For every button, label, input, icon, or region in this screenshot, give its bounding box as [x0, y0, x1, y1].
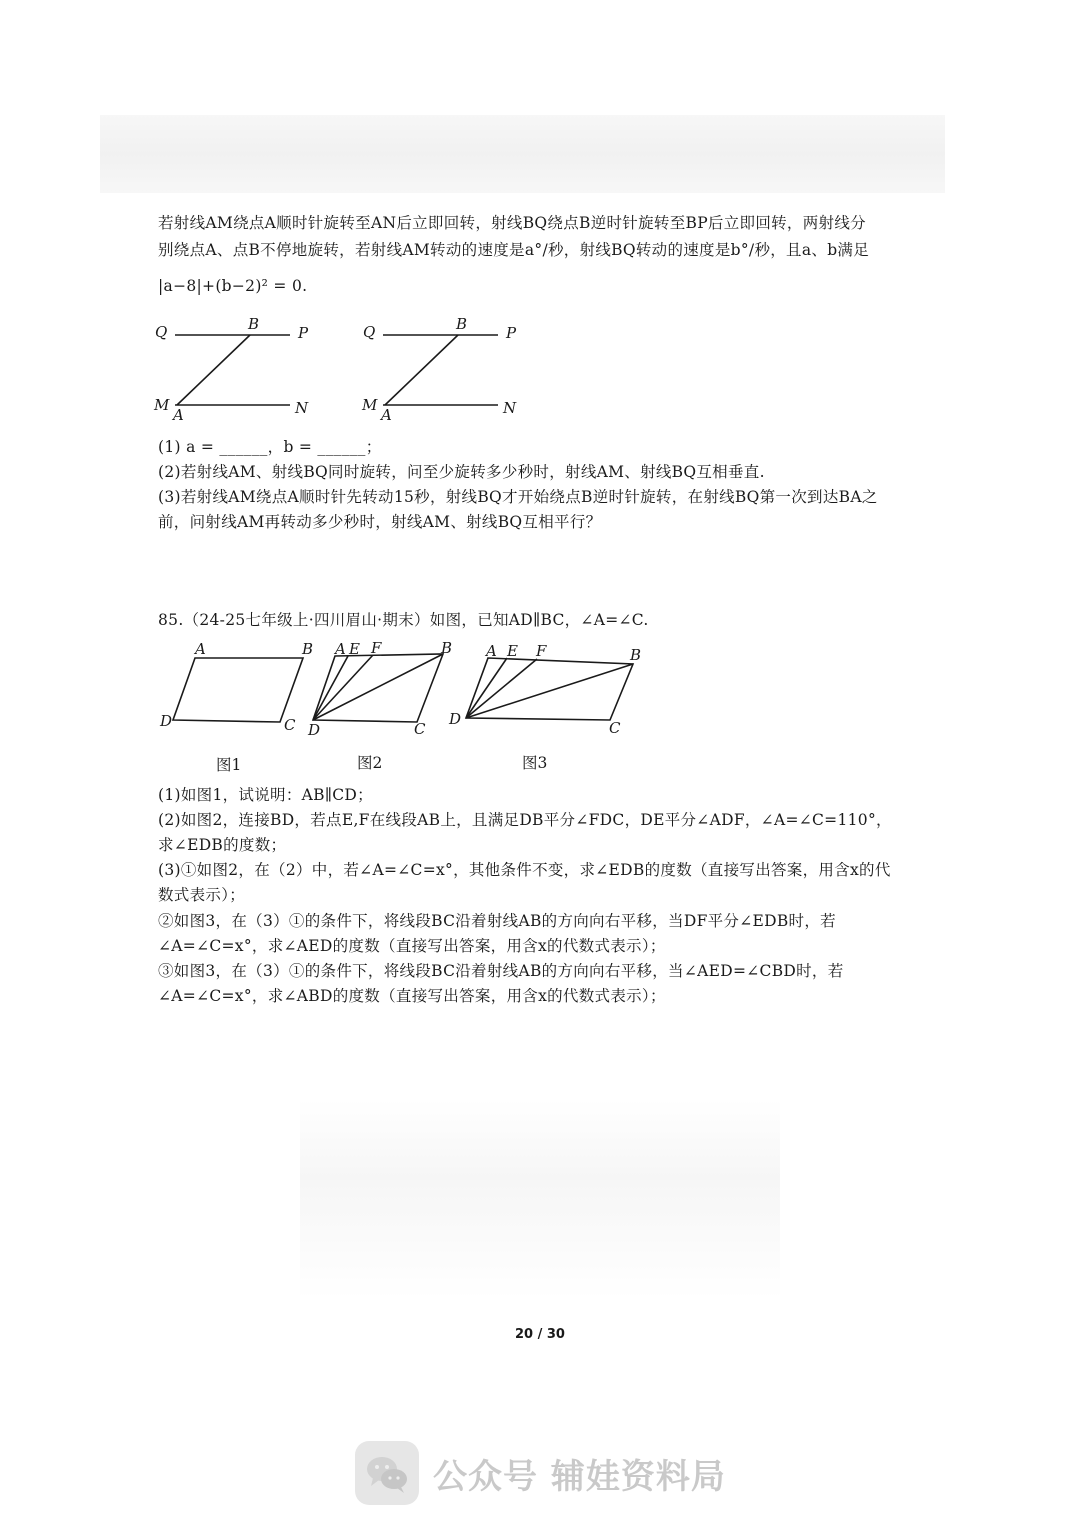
label-f: F	[371, 639, 382, 657]
caption-fig2: 图2	[357, 754, 383, 772]
caption-fig1: 图1	[216, 756, 242, 774]
p85-q2a: (2)如图2，连接BD，若点E,F在线段AB上，且满足DB平分∠FDC，DE平分∠ADF，∠A=∠C=110°，	[158, 811, 892, 829]
label-n: N	[503, 399, 517, 417]
label-a: A	[173, 406, 184, 424]
caption-fig3: 图3	[522, 754, 548, 772]
p85-header: 85.（24-25七年级上·四川眉山·期末）如图，已知AD∥BC，∠A=∠C.	[158, 611, 649, 629]
p84-line2: 别绕点A、点B不停地旋转，若射线AM转动的速度是a°/秒，射线BQ转动的速度是b°/秒，且a、b满足	[158, 241, 870, 259]
p85-q2b: 求∠EDB的度数；	[158, 836, 287, 854]
p85-q3c: ②如图3，在（3）①的条件下，将线段BC沿着射线AB的方向向右平移，当DF平分∠EDB时，若	[158, 912, 836, 930]
label-d: D	[308, 721, 321, 739]
p85-q3d: ∠A=∠C=x°，求∠AED的度数（直接写出答案，用含x的代数式表示）；	[158, 937, 666, 955]
p85-figure-3	[448, 642, 641, 737]
watermark-text: 公众号 辅娃资料局	[433, 1456, 726, 1497]
p85-figure-1	[159, 640, 313, 734]
p84-q3a: (3)若射线AM绕点A顺时针先转动15秒，射线BQ才开始绕点B逆时针旋转，在射线BQ第一次到达BA之	[158, 488, 878, 506]
label-c: C	[284, 716, 296, 734]
segment-db	[466, 664, 633, 718]
label-a: A	[381, 406, 392, 424]
p85-q3b: 数式表示）；	[158, 886, 246, 904]
label-c: C	[414, 720, 426, 738]
watermark	[355, 1440, 726, 1506]
faint-watermark-band	[300, 1100, 780, 1300]
blurred-header	[100, 115, 945, 193]
p84-figures	[150, 312, 570, 427]
label-m: M	[154, 396, 170, 414]
p84-figure-left	[153, 315, 309, 424]
p85-q3f: ∠A=∠C=x°，求∠ABD的度数（直接写出答案，用含x的代数式表示）；	[158, 987, 666, 1005]
label-q: Q	[363, 323, 376, 341]
label-a: A	[335, 640, 346, 658]
label-c: C	[609, 719, 621, 737]
p85-q1: (1)如图1，试说明：AB∥CD；	[158, 786, 373, 804]
line-ab-left	[177, 335, 250, 405]
label-e: E	[349, 640, 360, 658]
p84-figure-right	[361, 315, 517, 424]
p84-q1: (1) a = ______，b = ______；	[158, 438, 382, 456]
p85-q3e: ③如图3，在（3）①的条件下，将线段BC沿着射线AB的方向向右平移，当∠AED=∠CBD时，若	[158, 962, 844, 980]
p84-q2: (2)若射线AM、射线BQ同时旋转，问至少旋转多少秒时，射线AM、射线BQ互相垂直.	[158, 463, 765, 481]
label-b: B	[248, 315, 260, 333]
label-p: P	[506, 324, 517, 342]
label-b: B	[441, 639, 453, 657]
label-q: Q	[155, 323, 168, 341]
label-b: B	[630, 646, 642, 664]
wechat-icon	[355, 1441, 419, 1505]
line-ab-right	[385, 335, 458, 405]
label-d: D	[449, 710, 462, 728]
label-p: P	[298, 324, 309, 342]
label-b: B	[302, 640, 314, 658]
label-a: A	[486, 642, 497, 660]
label-e: E	[507, 642, 518, 660]
parallelogram-abcd	[173, 658, 303, 722]
p84-equation: |a−8|+(b−2)² = 0.	[158, 277, 308, 295]
p85-figure-2	[307, 639, 452, 739]
p85-figures	[155, 638, 665, 738]
p85-q3a: (3)①如图2，在（2）中，若∠A=∠C=x°，其他条件不变，求∠EDB的度数（直接写出答案，用含x的代	[158, 861, 891, 879]
label-n: N	[295, 399, 309, 417]
page-number: 20 / 30	[515, 1327, 565, 1342]
label-f: F	[536, 642, 547, 660]
label-m: M	[362, 396, 378, 414]
label-a: A	[195, 640, 206, 658]
p84-q3b: 前，问射线AM再转动多少秒时，射线AM、射线BQ互相平行？	[158, 513, 602, 531]
p84-line1: 若射线AM绕点A顺时针旋转至AN后立即回转，射线BQ绕点B逆时针旋转至BP后立即回转，两射线分	[158, 214, 866, 232]
label-b: B	[456, 315, 468, 333]
label-d: D	[160, 712, 173, 730]
